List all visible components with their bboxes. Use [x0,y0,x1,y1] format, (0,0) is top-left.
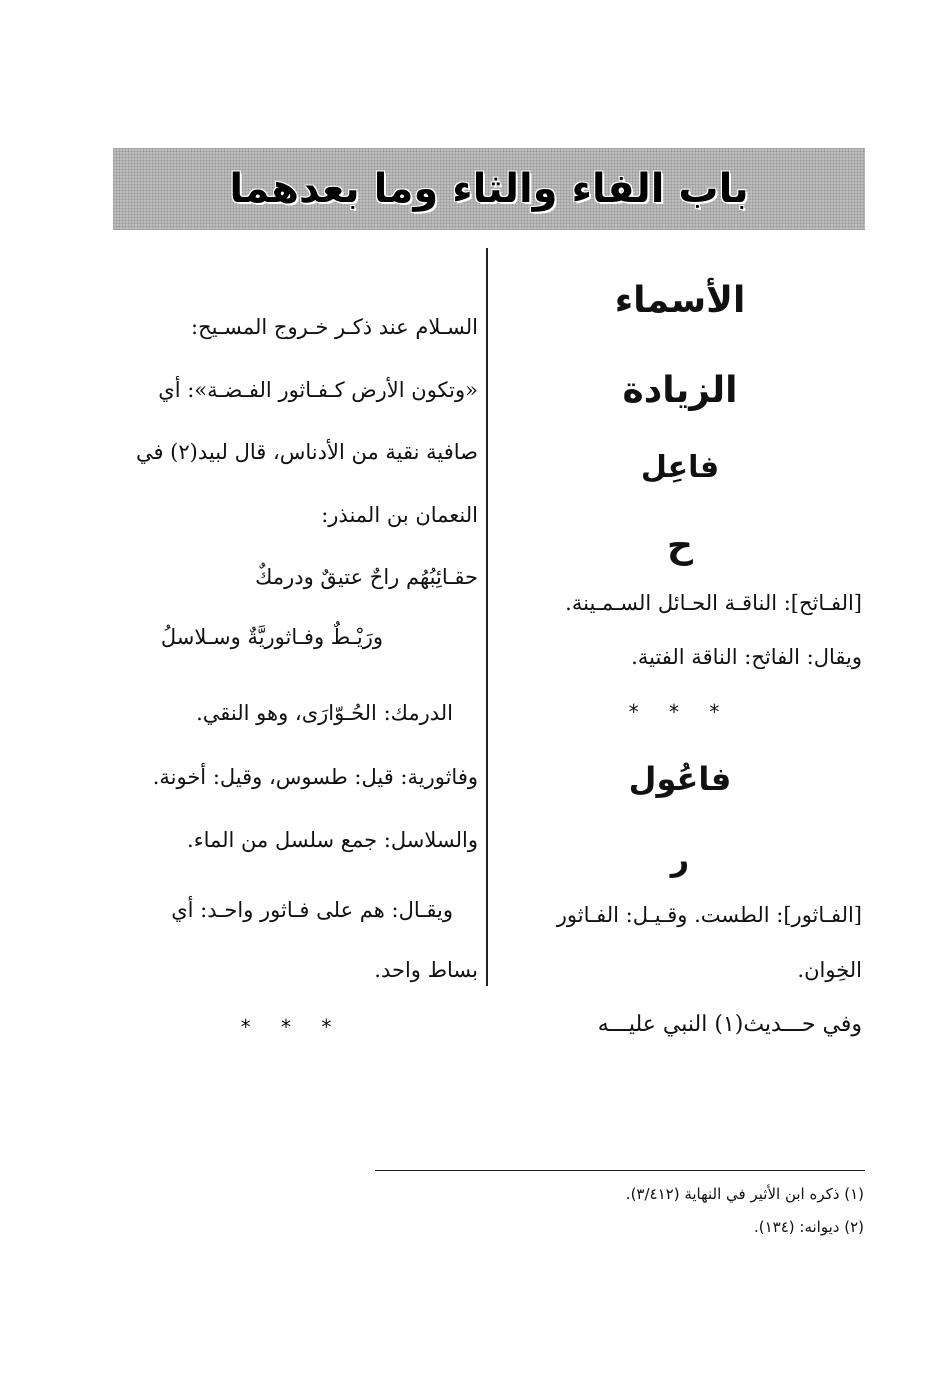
separator-stars-left: * * * [240,1015,344,1039]
letter-ha: ح [667,525,693,566]
separator-stars-right: * * * [628,700,732,724]
footnote-rule [375,1170,865,1171]
letter-ra: ر [670,840,690,878]
fathur-line-1: [الفـاثور]: الطست. وقـيـل: الفـاثور [556,903,862,927]
right-column [490,0,862,1100]
left-line-5: الدرمك: الحُـوّارَى، وهو النقي. [196,701,453,725]
fathur-line-2: الخِوان. [797,958,862,982]
verse-hemistich-1: حقـائِبُهُم راحٌ عتيقٌ ودرمكٌ [255,565,478,589]
footnote-1: (١) ذكره ابن الأثير في النهاية (٣/٤١٢). [625,1185,864,1203]
footnote-2: (٢) ديوانه: (١٣٤). [753,1218,864,1236]
hadith-line: وفي حـــديث(١) النبي عليـــه [597,1012,862,1037]
left-column [112,0,478,1100]
left-line-4: النعمان بن المنذر: [321,503,478,527]
fatih-line-1: [الفـاثح]: الناقـة الحـائل السـمـينة. [565,591,862,615]
left-line-9: بساط واحد. [374,958,478,982]
chapter-title: باب الفاء والثاء وما بعدهما [229,166,749,212]
left-line-1: السـلام عند ذكـر خـروج المسـيح: [191,315,478,339]
left-line-3: صافية نقية من الأدناس، قال لبيد(٢) في [135,440,478,464]
left-line-6: وفاثورية: قيل: طسوس، وقيل: أخونة. [152,765,478,789]
heading-faool: فاعُول [628,760,732,798]
left-line-2: «وتكون الأرض كـفـاثور الفـضـة»: أي [158,378,478,402]
heading-ziyada: الزيادة [622,370,738,411]
fatih-line-2: ويقال: الفاثح: الناقة الفتية. [631,645,862,669]
heading-faail: فاعِل [640,450,720,485]
column-divider [486,248,488,986]
left-line-8: ويقـال: هم على فـاثور واحـد: أي [171,898,453,922]
verse-hemistich-2: ورَيْـطٌ وفـاثوريَّةٌ وسـلاسلُ [160,625,383,649]
heading-asmaa: الأسماء [614,280,746,321]
left-line-7: والسلاسل: جمع سلسل من الماء. [187,828,478,852]
